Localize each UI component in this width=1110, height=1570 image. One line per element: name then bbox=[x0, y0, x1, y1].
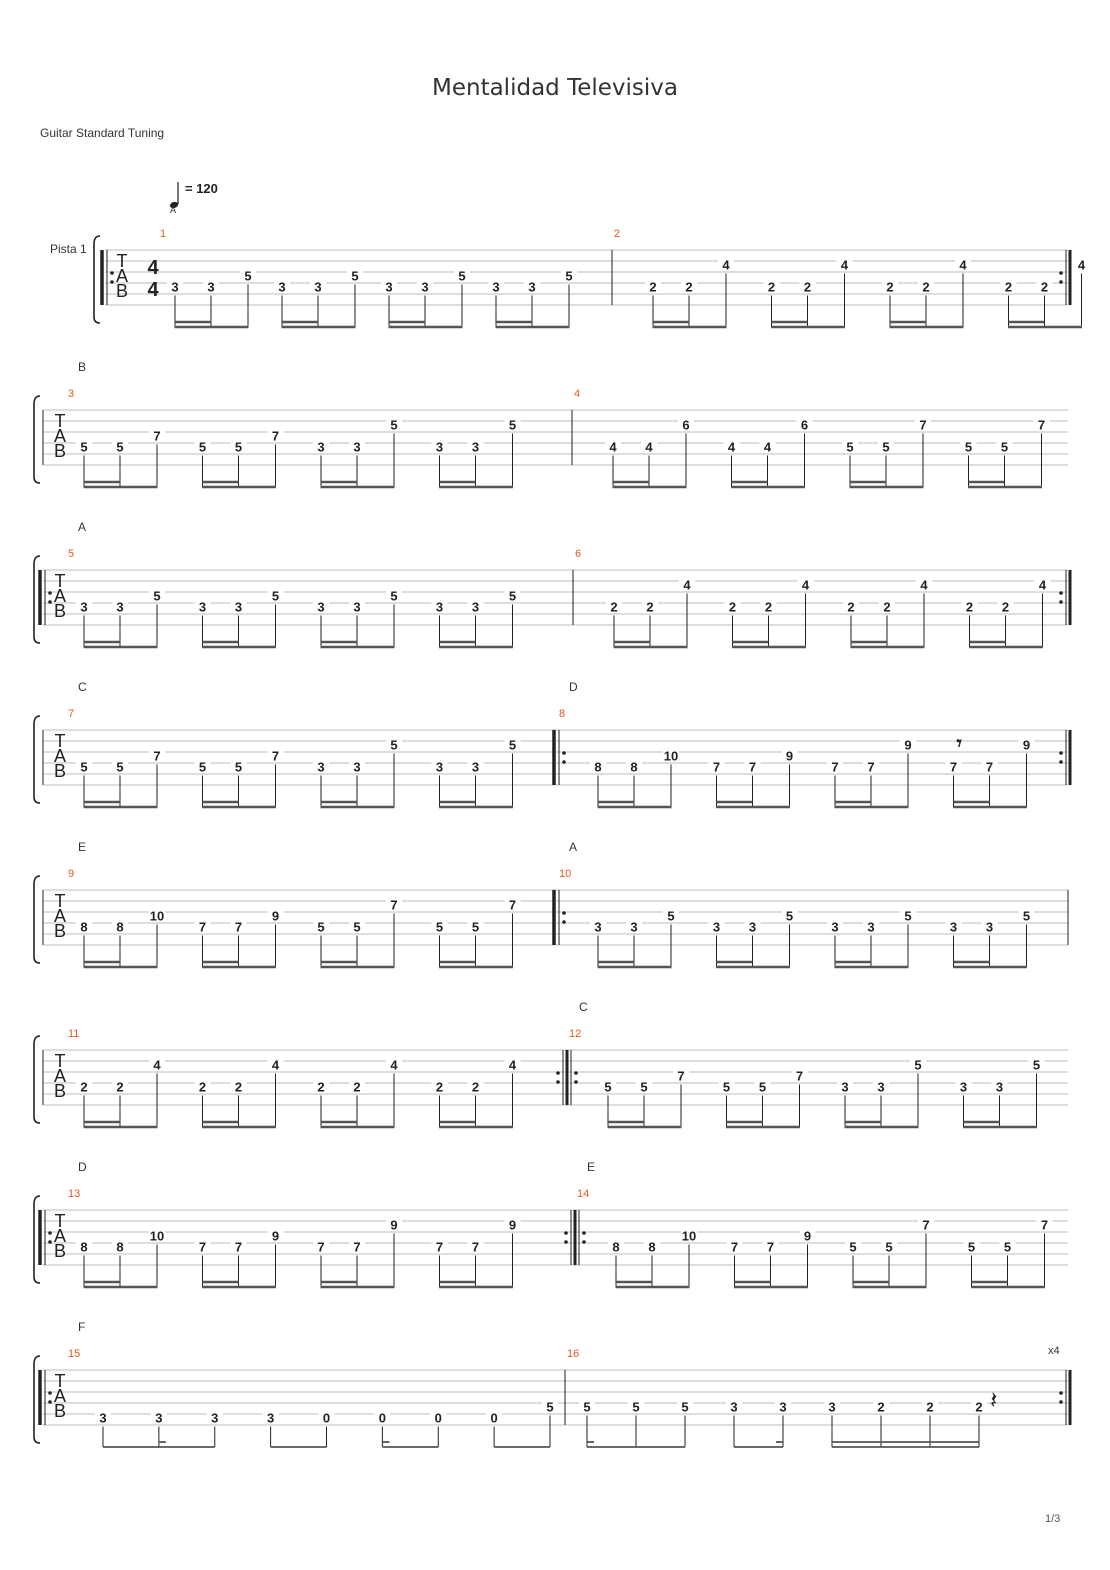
fret-number: 7 bbox=[234, 919, 243, 935]
time-signature-bottom: 4 bbox=[147, 279, 159, 301]
fret-number: 3 bbox=[985, 919, 994, 935]
fret-number: 3 bbox=[317, 599, 325, 615]
fret-number: 10 bbox=[149, 1228, 165, 1244]
fret-number: 7 bbox=[1040, 1217, 1049, 1233]
fret-number: 5 bbox=[390, 588, 398, 604]
fret-number: 3 bbox=[995, 1079, 1004, 1095]
section-marker: C bbox=[78, 680, 87, 694]
section-marker: D bbox=[78, 1160, 87, 1174]
fret-number: 4 bbox=[840, 257, 849, 273]
fret-number: 7 bbox=[390, 897, 398, 913]
fret-number: 3 bbox=[435, 439, 444, 455]
staff-system bbox=[34, 1000, 1068, 1127]
fret-number: 3 bbox=[471, 759, 480, 775]
fret-number: 5 bbox=[390, 737, 398, 753]
fret-number: 3 bbox=[779, 1399, 787, 1415]
section-marker: A bbox=[78, 520, 87, 534]
fret-number: 3 bbox=[471, 599, 480, 615]
time-signature-top: 4 bbox=[147, 257, 159, 279]
fret-number: 2 bbox=[847, 599, 855, 615]
fret-number: 3 bbox=[80, 599, 88, 615]
fret-number: 3 bbox=[828, 1399, 836, 1415]
fret-number: 5 bbox=[508, 737, 517, 753]
fret-number: 3 bbox=[317, 759, 325, 775]
fret-number: 6 bbox=[682, 417, 690, 433]
fret-number: 5 bbox=[667, 908, 675, 924]
fret-number: 7 bbox=[234, 1239, 243, 1255]
fret-number: 7 bbox=[271, 748, 280, 764]
fret-number: 2 bbox=[767, 279, 776, 295]
fret-number: 2 bbox=[764, 599, 773, 615]
tab-clef-letter: T bbox=[54, 1371, 66, 1391]
fret-number: 2 bbox=[922, 279, 930, 295]
fret-number: 5 bbox=[1000, 439, 1009, 455]
quarter-rest-icon: 𝄽 bbox=[990, 1387, 998, 1414]
fret-number: 7 bbox=[919, 417, 927, 433]
fret-number: 3 bbox=[435, 759, 444, 775]
repeat-dot bbox=[1059, 1400, 1063, 1404]
fret-number: 7 bbox=[198, 1239, 207, 1255]
fret-number: 5 bbox=[353, 919, 361, 935]
fret-number: 5 bbox=[80, 439, 88, 455]
repeat-dot bbox=[48, 591, 52, 595]
fret-number: 2 bbox=[886, 279, 894, 295]
fret-number: 7 bbox=[153, 748, 161, 764]
measure-number: 8 bbox=[559, 708, 566, 720]
fret-number: 7 bbox=[766, 1239, 775, 1255]
fret-number: 5 bbox=[967, 1239, 976, 1255]
fret-number: 7 bbox=[271, 428, 280, 444]
fret-number: 2 bbox=[471, 1079, 480, 1095]
repeat-dot bbox=[564, 1231, 568, 1235]
fret-number: 0 bbox=[490, 1410, 498, 1426]
fret-number: 8 bbox=[648, 1239, 656, 1255]
fret-number: 3 bbox=[198, 599, 207, 615]
repeat-dot bbox=[1059, 600, 1063, 604]
measure-number: 5 bbox=[68, 548, 75, 560]
tab-clef-letter: A bbox=[53, 426, 67, 446]
repeat-dot bbox=[562, 760, 566, 764]
staff-system bbox=[94, 228, 1090, 327]
fret-number: 0 bbox=[322, 1410, 331, 1426]
tab-clef-letter: A bbox=[115, 266, 129, 286]
repeat-dot bbox=[562, 920, 566, 924]
fret-number: 5 bbox=[849, 1239, 857, 1255]
fret-number: 3 bbox=[211, 1410, 219, 1426]
fret-number: 3 bbox=[712, 919, 721, 935]
fret-number: 8 bbox=[116, 919, 124, 935]
fret-number: 4 bbox=[390, 1057, 398, 1073]
tab-clef-letter: A bbox=[53, 586, 67, 606]
tab-clef-letter: B bbox=[53, 1081, 67, 1101]
system-brace bbox=[34, 716, 40, 803]
staff-system bbox=[34, 520, 1070, 647]
tab-clef-letter: A bbox=[53, 1386, 67, 1406]
tab-clef-letter: B bbox=[53, 1241, 67, 1261]
tab-clef-letter: T bbox=[54, 1211, 66, 1231]
fret-number: 8 bbox=[612, 1239, 620, 1255]
fret-number: 5 bbox=[435, 919, 444, 935]
fret-number: 4 bbox=[801, 577, 810, 593]
fret-number: 10 bbox=[149, 908, 165, 924]
fret-number: 5 bbox=[1032, 1057, 1041, 1073]
tab-clef-letter: T bbox=[54, 1051, 66, 1071]
fret-number: 9 bbox=[803, 1228, 812, 1244]
fret-number: 4 bbox=[609, 439, 617, 455]
fret-number: 7 bbox=[198, 919, 207, 935]
fret-number: 7 bbox=[471, 1239, 480, 1255]
fret-number: 2 bbox=[1040, 279, 1049, 295]
fret-number: 4 bbox=[722, 257, 730, 273]
fret-number: 2 bbox=[234, 1079, 243, 1095]
measure-number: 2 bbox=[614, 228, 621, 240]
section-marker: D bbox=[569, 680, 578, 694]
staff-system bbox=[34, 680, 1070, 807]
fret-number: 2 bbox=[116, 1079, 124, 1095]
fret-number: 2 bbox=[649, 279, 657, 295]
fret-number: 2 bbox=[198, 1079, 207, 1095]
measure-number: 7 bbox=[68, 708, 75, 720]
tab-clef-letter: B bbox=[53, 441, 67, 461]
fret-number: 7 bbox=[867, 759, 875, 775]
repeat-dot bbox=[1059, 271, 1063, 275]
tab-clef-letter: B bbox=[115, 281, 129, 301]
system-brace bbox=[94, 236, 100, 323]
measure-number: 11 bbox=[68, 1028, 80, 1040]
fret-number: 3 bbox=[730, 1399, 738, 1415]
fret-number: 3 bbox=[116, 599, 124, 615]
fret-number: 5 bbox=[508, 588, 517, 604]
fret-number: 5 bbox=[964, 439, 973, 455]
fret-number: 2 bbox=[435, 1079, 444, 1095]
measure-number: 12 bbox=[569, 1028, 582, 1040]
fret-number: 8 bbox=[630, 759, 638, 775]
fret-number: 5 bbox=[565, 268, 573, 284]
staff-system bbox=[34, 360, 1068, 487]
fret-number: 7 bbox=[712, 759, 721, 775]
fret-number: 3 bbox=[207, 279, 215, 295]
fret-number: 2 bbox=[610, 599, 618, 615]
repeat-dot bbox=[1059, 760, 1063, 764]
tab-clef-letter: B bbox=[53, 1401, 67, 1421]
tab-clef-letter: T bbox=[116, 251, 128, 271]
fret-number: 3 bbox=[594, 919, 602, 935]
fret-number: 7 bbox=[677, 1068, 685, 1084]
measure-number: 14 bbox=[577, 1188, 590, 1200]
measure-number: 13 bbox=[68, 1188, 81, 1200]
tab-clef-letter: B bbox=[53, 761, 67, 781]
fret-number: 5 bbox=[904, 908, 912, 924]
fret-number: 2 bbox=[975, 1399, 983, 1415]
fret-number: 3 bbox=[267, 1410, 275, 1426]
tab-clef-letter: A bbox=[53, 1066, 67, 1086]
fret-number: 9 bbox=[390, 1217, 398, 1233]
tab-clef-letter: A bbox=[53, 746, 67, 766]
staff-systems bbox=[34, 228, 1090, 1447]
fret-number: 7 bbox=[353, 1239, 361, 1255]
section-marker: B bbox=[78, 360, 87, 374]
measure-number: 9 bbox=[68, 868, 75, 880]
fret-number: 7 bbox=[748, 759, 757, 775]
repeat-dot bbox=[1059, 591, 1063, 595]
repeat-count: x4 bbox=[1048, 1345, 1060, 1357]
fret-number: 3 bbox=[421, 279, 429, 295]
fret-number: 3 bbox=[630, 919, 638, 935]
fret-number: 5 bbox=[234, 439, 243, 455]
fret-number: 5 bbox=[846, 439, 854, 455]
measure-number: 10 bbox=[559, 868, 572, 880]
fret-number: 8 bbox=[80, 919, 88, 935]
system-brace bbox=[34, 396, 40, 483]
score-title: Mentalidad Televisiva bbox=[432, 75, 678, 101]
measure-number: 15 bbox=[68, 1348, 81, 1360]
fret-number: 5 bbox=[604, 1079, 612, 1095]
fret-number: 3 bbox=[528, 279, 536, 295]
fret-number: 0 bbox=[378, 1410, 386, 1426]
rest-icon: 𝄾 bbox=[956, 733, 962, 755]
system-brace bbox=[34, 1036, 40, 1123]
fret-number: 3 bbox=[492, 279, 500, 295]
fret-number: 9 bbox=[1022, 737, 1031, 753]
fret-number: 3 bbox=[831, 919, 839, 935]
fret-number: 4 bbox=[271, 1057, 280, 1073]
fret-number: 7 bbox=[153, 428, 161, 444]
repeat-dot bbox=[1059, 751, 1063, 755]
fret-number: 3 bbox=[353, 599, 361, 615]
fret-number: 5 bbox=[116, 439, 124, 455]
fret-number: 3 bbox=[278, 279, 286, 295]
fret-number: 2 bbox=[646, 599, 654, 615]
fret-number: 3 bbox=[317, 439, 325, 455]
fret-number: 8 bbox=[116, 1239, 124, 1255]
fret-number: 7 bbox=[730, 1239, 739, 1255]
fret-number: 4 bbox=[727, 439, 736, 455]
fret-number: 5 bbox=[632, 1399, 640, 1415]
repeat-dot bbox=[574, 1071, 578, 1075]
fret-number: 2 bbox=[883, 599, 891, 615]
fret-number: 3 bbox=[314, 279, 322, 295]
fret-number: 7 bbox=[508, 897, 517, 913]
fret-number: 9 bbox=[508, 1217, 517, 1233]
repeat-dot bbox=[48, 600, 52, 604]
fret-number: 5 bbox=[885, 1239, 893, 1255]
fret-number: 5 bbox=[471, 919, 480, 935]
fret-number: 4 bbox=[1077, 257, 1086, 273]
fret-number: 9 bbox=[785, 748, 794, 764]
fret-number: 5 bbox=[546, 1399, 554, 1415]
repeat-dot bbox=[564, 1240, 568, 1244]
tuning-label: Guitar Standard Tuning bbox=[40, 126, 165, 140]
fret-number: 5 bbox=[271, 588, 280, 604]
fret-number: 7 bbox=[1037, 417, 1046, 433]
staff-system bbox=[34, 840, 1068, 967]
fret-number: 5 bbox=[116, 759, 124, 775]
tab-clef-letter: B bbox=[53, 601, 67, 621]
fret-number: 5 bbox=[508, 417, 517, 433]
fret-number: 9 bbox=[271, 1228, 280, 1244]
fret-number: 7 bbox=[831, 759, 839, 775]
section-marker: E bbox=[78, 840, 87, 854]
fret-number: 7 bbox=[922, 1217, 930, 1233]
fret-number: 10 bbox=[681, 1228, 697, 1244]
fret-number: 2 bbox=[803, 279, 812, 295]
fret-number: 3 bbox=[949, 919, 958, 935]
tab-clef-letter: T bbox=[54, 731, 66, 751]
fret-number: 5 bbox=[80, 759, 88, 775]
section-marker: A bbox=[569, 840, 578, 854]
fret-number: 7 bbox=[949, 759, 958, 775]
fret-number: 9 bbox=[271, 908, 280, 924]
fret-number: 3 bbox=[435, 599, 444, 615]
measure-number: 16 bbox=[567, 1348, 580, 1360]
repeat-dot bbox=[48, 1231, 52, 1235]
fret-number: 4 bbox=[645, 439, 653, 455]
repeat-dot bbox=[562, 751, 566, 755]
fret-number: 7 bbox=[317, 1239, 325, 1255]
fret-number: 8 bbox=[80, 1239, 88, 1255]
fret-number: 3 bbox=[353, 759, 361, 775]
repeat-dot bbox=[556, 1071, 560, 1075]
section-marker: C bbox=[579, 1000, 588, 1014]
measure-number: 6 bbox=[575, 548, 582, 560]
system-brace bbox=[34, 876, 40, 963]
fret-number: 7 bbox=[435, 1239, 444, 1255]
fret-number: 2 bbox=[317, 1079, 325, 1095]
fret-number: 3 bbox=[385, 279, 393, 295]
fret-number: 5 bbox=[390, 417, 398, 433]
fret-number: 5 bbox=[198, 439, 207, 455]
measure-number: 3 bbox=[68, 388, 75, 400]
page-number: 1/3 bbox=[1045, 1513, 1061, 1525]
fret-number: 3 bbox=[171, 279, 179, 295]
fret-number: 3 bbox=[353, 439, 361, 455]
fret-number: 4 bbox=[153, 1057, 161, 1073]
tempo-mark bbox=[169, 181, 218, 215]
fret-number: 4 bbox=[508, 1057, 517, 1073]
fret-number: 3 bbox=[234, 599, 243, 615]
fret-number: 3 bbox=[748, 919, 757, 935]
fret-number: 2 bbox=[80, 1079, 88, 1095]
fret-number: 5 bbox=[583, 1399, 591, 1415]
repeat-dot bbox=[582, 1240, 586, 1244]
fret-number: 5 bbox=[317, 919, 325, 935]
fret-number: 2 bbox=[685, 279, 693, 295]
tab-clef-letter: B bbox=[53, 921, 67, 941]
repeat-dot bbox=[582, 1231, 586, 1235]
tab-clef-letter: T bbox=[54, 411, 66, 431]
fret-number: 0 bbox=[434, 1410, 442, 1426]
fret-number: 4 bbox=[683, 577, 691, 593]
tempo-marker: A bbox=[170, 205, 177, 215]
fret-number: 5 bbox=[785, 908, 794, 924]
fret-number: 6 bbox=[800, 417, 809, 433]
tab-clef-letter: T bbox=[54, 571, 66, 591]
fret-number: 5 bbox=[198, 759, 207, 775]
fret-number: 7 bbox=[985, 759, 994, 775]
fret-number: 5 bbox=[1022, 908, 1031, 924]
fret-number: 3 bbox=[959, 1079, 968, 1095]
fret-number: 7 bbox=[795, 1068, 804, 1084]
fret-number: 4 bbox=[1038, 577, 1047, 593]
measure-number: 4 bbox=[574, 388, 581, 400]
measure-number: 1 bbox=[160, 228, 167, 240]
fret-number: 5 bbox=[681, 1399, 689, 1415]
fret-number: 5 bbox=[1003, 1239, 1012, 1255]
fret-number: 2 bbox=[1001, 599, 1010, 615]
fret-number: 5 bbox=[758, 1079, 767, 1095]
fret-number: 3 bbox=[99, 1410, 107, 1426]
fret-number: 5 bbox=[153, 588, 161, 604]
section-marker: F bbox=[78, 1320, 86, 1334]
fret-number: 9 bbox=[904, 737, 912, 753]
fret-number: 3 bbox=[877, 1079, 885, 1095]
tab-clef-letter: A bbox=[53, 1226, 67, 1246]
fret-number: 2 bbox=[926, 1399, 934, 1415]
repeat-dot bbox=[556, 1080, 560, 1084]
fret-number: 5 bbox=[722, 1079, 731, 1095]
fret-number: 3 bbox=[841, 1079, 849, 1095]
repeat-dot bbox=[1059, 280, 1063, 284]
repeat-dot bbox=[48, 1391, 52, 1395]
track-name: Pista 1 bbox=[50, 242, 87, 256]
tab-clef-letter: T bbox=[54, 891, 66, 911]
section-marker: E bbox=[587, 1160, 596, 1174]
repeat-dot bbox=[562, 911, 566, 915]
fret-number: 3 bbox=[155, 1410, 163, 1426]
repeat-dot bbox=[1059, 1391, 1063, 1395]
fret-number: 4 bbox=[920, 577, 928, 593]
fret-number: 5 bbox=[244, 268, 252, 284]
tempo-value: = 120 bbox=[185, 181, 218, 196]
fret-number: 3 bbox=[867, 919, 875, 935]
fret-number: 5 bbox=[640, 1079, 648, 1095]
repeat-dot bbox=[110, 271, 114, 275]
staff-system bbox=[34, 1320, 1070, 1447]
fret-number: 2 bbox=[965, 599, 974, 615]
fret-number: 2 bbox=[1004, 279, 1013, 295]
fret-number: 2 bbox=[728, 599, 737, 615]
staff-system bbox=[34, 1160, 1068, 1287]
fret-number: 3 bbox=[471, 439, 480, 455]
fret-number: 5 bbox=[234, 759, 243, 775]
tab-clef-letter: A bbox=[53, 906, 67, 926]
fret-number: 5 bbox=[458, 268, 466, 284]
repeat-dot bbox=[48, 1400, 52, 1404]
fret-number: 4 bbox=[763, 439, 772, 455]
fret-number: 2 bbox=[877, 1399, 885, 1415]
fret-number: 4 bbox=[959, 257, 967, 273]
fret-number: 5 bbox=[914, 1057, 922, 1073]
repeat-dot bbox=[574, 1080, 578, 1084]
repeat-dot bbox=[110, 280, 114, 284]
fret-number: 5 bbox=[882, 439, 890, 455]
fret-number: 10 bbox=[663, 748, 679, 764]
fret-number: 8 bbox=[594, 759, 602, 775]
fret-number: 5 bbox=[351, 268, 359, 284]
fret-number: 2 bbox=[353, 1079, 361, 1095]
repeat-dot bbox=[48, 1240, 52, 1244]
